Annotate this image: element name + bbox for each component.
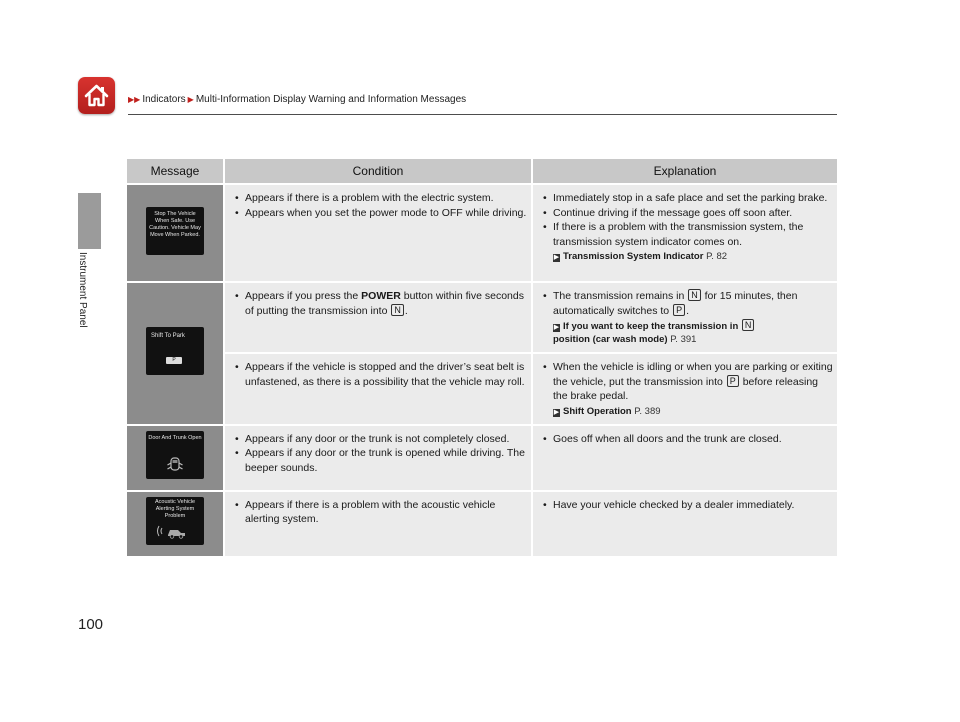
table-row — [127, 283, 837, 352]
reference-link[interactable]: ▶ If you want to keep the transmission in N position (car wash mode) P. 391 — [543, 319, 833, 346]
acoustic-alert-icon — [154, 523, 194, 539]
condition-item: • Appears when you set the power mode to OFF while driving. — [235, 206, 527, 221]
message-image-cell — [127, 426, 225, 490]
condition-cell — [225, 354, 533, 424]
reference-arrow-icon: ▶ — [553, 408, 560, 416]
breadcrumb-item-indicators[interactable]: Indicators — [142, 94, 186, 105]
column-header-message: Message — [127, 159, 225, 183]
car-door-open-icon — [166, 455, 184, 473]
explanation-cell — [533, 426, 837, 490]
explanation-item: • The transmission remains in N for 15 minutes, then automatically switches to P . — [543, 289, 833, 318]
condition-item: • Appears if any door or the trunk is not completely closed. — [235, 432, 527, 447]
table-row — [127, 185, 837, 281]
explanation-item: • If there is a problem with the transmission system, the transmission system indicator comes on. — [543, 220, 833, 249]
condition-cell — [225, 426, 533, 490]
explanation-item: • Have your vehicle checked by a dealer immediately. — [543, 498, 833, 513]
explanation-item: • When the vehicle is idling or when you are parking or exiting the vehicle, put the transmission into P before releasing the brake pedal. — [543, 360, 833, 404]
gear-key-p: P — [673, 304, 685, 316]
condition-item: • Appears if there is a problem with the electric system. — [235, 191, 527, 206]
messages-table — [127, 157, 837, 558]
condition-item: • Appears if any door or the trunk is opened while driving. The beeper sounds. — [235, 446, 527, 475]
breadcrumb-arrow-icon: ▶ — [187, 95, 194, 104]
explanation-cell — [533, 492, 837, 556]
park-badge: P — [166, 357, 182, 364]
section-label: Instrument Panel — [77, 252, 88, 328]
message-image-cell — [127, 492, 225, 556]
condition-cell — [225, 492, 533, 556]
condition-item: • Appears if you press the POWER button within five seconds of putting the transmission into N . — [235, 289, 527, 318]
gear-key-n: N — [688, 289, 701, 301]
explanation-cell — [533, 185, 837, 281]
reference-arrow-icon: ▶ — [553, 254, 560, 261]
breadcrumb — [128, 94, 466, 105]
page-number: 100 — [78, 616, 104, 633]
home-button[interactable] — [78, 77, 115, 114]
explanation-item: • Continue driving if the message goes off soon after. — [543, 206, 833, 221]
condition-cell — [225, 185, 533, 281]
breadcrumb-arrow-icon: ▶▶ — [128, 95, 141, 104]
message-screen-stop-vehicle — [146, 207, 204, 255]
reference-link[interactable]: ▶ Transmission System Indicator P. 82 — [553, 251, 728, 262]
gear-key-n: N — [391, 304, 404, 316]
message-image-cell — [127, 185, 225, 281]
condition-item: • Appears if the vehicle is stopped and the driver’s seat belt is unfastened, as there is a possibility that the vehicle may roll. — [235, 360, 527, 389]
message-screen-door-trunk-open — [146, 431, 204, 479]
message-screen-text: Stop The Vehicle When Safe. Use Caution. Vehicle May Move When Parked. — [149, 210, 201, 238]
header-divider — [128, 114, 837, 115]
table-row — [127, 354, 837, 424]
explanation-item: • Goes off when all doors and the trunk are closed. — [543, 432, 833, 447]
table-row — [127, 426, 837, 490]
explanation-cell — [533, 354, 837, 424]
message-screen-text: Acoustic Vehicle Alerting System Problem — [154, 499, 196, 520]
explanation-cell — [533, 283, 837, 352]
gear-key-p: P — [727, 375, 739, 387]
message-screen-text: Door And Trunk Open — [148, 435, 202, 442]
explanation-item: • Immediately stop in a safe place and set the parking brake. — [543, 191, 833, 206]
message-screen-text: Shift To Park — [151, 333, 185, 339]
table-header-row — [127, 159, 837, 183]
home-icon — [81, 80, 112, 111]
column-header-explanation: Explanation — [533, 159, 837, 183]
column-header-condition: Condition — [225, 159, 533, 183]
reference-link[interactable]: ▶ Shift Operation P. 389 — [553, 405, 661, 417]
breadcrumb-item-current: Multi-Information Display Warning and Information Messages — [195, 94, 467, 105]
gear-key-n: N — [742, 319, 755, 331]
message-screen-acoustic-alert — [146, 497, 204, 545]
condition-item: • Appears if there is a problem with the acoustic vehicle alerting system. — [235, 498, 527, 527]
reference-arrow-icon: ▶ — [553, 324, 560, 331]
message-screen-shift-to-park — [146, 327, 204, 375]
condition-cell — [225, 283, 533, 352]
message-image-cell — [127, 283, 225, 424]
table-row — [127, 492, 837, 556]
section-tab-marker — [78, 193, 101, 249]
